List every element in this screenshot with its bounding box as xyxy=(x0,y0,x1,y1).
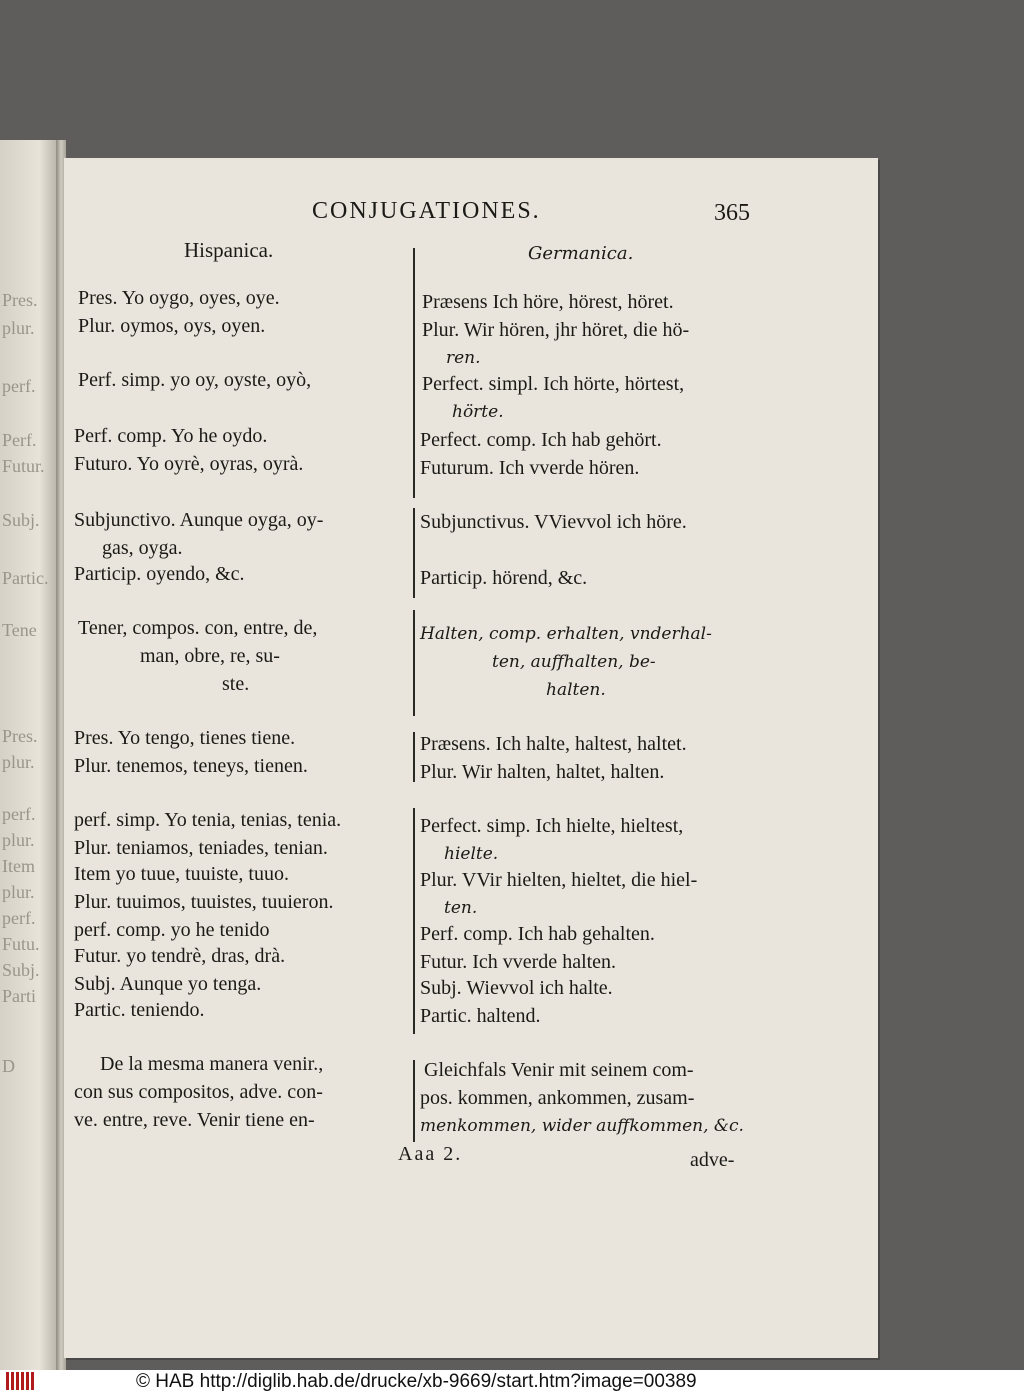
ghost-text: perf. xyxy=(2,376,36,396)
text-line-right: menkommen, wider auffkommen, &c. xyxy=(420,1116,744,1136)
text-line-right: Futur. Ich vverde halten. xyxy=(420,951,617,973)
catchword: adve- xyxy=(690,1149,735,1171)
copyright-label: © HAB xyxy=(136,1371,195,1392)
ghost-text: Tene xyxy=(2,620,37,640)
text-line-left: Particip. oyendo, &c. xyxy=(74,563,245,585)
ghost-text: perf. xyxy=(2,908,36,928)
text-line-left: man, obre, re, su- xyxy=(140,645,280,667)
text-line-right: Subj. Wievvol ich halte. xyxy=(420,977,613,999)
ghost-text: Futur. xyxy=(2,456,45,476)
running-header: CONJUGATIONES. xyxy=(312,198,541,224)
column-divider xyxy=(413,732,415,782)
page-number: 365 xyxy=(714,200,750,226)
text-line-right: Præsens. Ich halte, haltest, haltet. xyxy=(420,733,687,755)
text-line-right: Perf. comp. Ich hab gehalten. xyxy=(420,923,655,945)
text-line-right: Subjunctivus. VVievvol ich höre. xyxy=(420,511,687,533)
text-line-left: Futuro. Yo oyrè, oyras, oyrà. xyxy=(74,453,304,475)
text-line-right: Plur. Wir halten, haltet, halten. xyxy=(420,761,665,783)
text-line-right: Perfect. simp. Ich hielte, hieltest, xyxy=(420,815,684,837)
text-line-right: Futurum. Ich vverde hören. xyxy=(420,457,640,479)
ghost-text: Pres. xyxy=(2,290,38,310)
text-line-left: perf. comp. yo he tenido xyxy=(74,919,270,941)
ghost-text: plur. xyxy=(2,752,35,772)
ghost-text: Parti xyxy=(2,986,36,1006)
ghost-text: Partic. xyxy=(2,568,49,588)
facing-page-edge xyxy=(0,140,56,1370)
text-line-right: Perfect. simpl. Ich hörte, hörtest, xyxy=(422,373,685,395)
text-line-left: Plur. tenemos, teneys, tienen. xyxy=(74,755,308,777)
text-line-right: hielte. xyxy=(444,844,499,864)
text-line-left: ve. entre, reve. Venir tiene en- xyxy=(74,1109,315,1131)
ghost-text: Futu. xyxy=(2,934,40,954)
text-line-right: halten. xyxy=(546,680,606,700)
text-line-left: Pres. Yo tengo, tienes tiene. xyxy=(74,727,296,749)
ghost-text: plur. xyxy=(2,882,35,902)
ghost-text: Subj. xyxy=(2,510,40,530)
text-line-right: Gleichfals Venir mit seinem com- xyxy=(424,1059,694,1081)
text-line-left: Perf. comp. Yo he oydo. xyxy=(74,425,268,447)
text-line-left: De la mesma manera venir., xyxy=(100,1053,324,1075)
text-line-left: Futur. yo tendrè, dras, drà. xyxy=(74,945,286,967)
text-line-right: ren. xyxy=(446,348,481,368)
ghost-text: Pres. xyxy=(2,726,38,746)
text-line-left: gas, oyga. xyxy=(102,537,183,559)
text-line-right: Particip. hörend, &c. xyxy=(420,567,588,589)
ghost-text: perf. xyxy=(2,804,36,824)
text-line-right: Præsens Ich höre, hörest, höret. xyxy=(422,291,674,313)
ghost-text: plur. xyxy=(2,830,35,850)
text-line-right: ten, auffhalten, be- xyxy=(492,652,656,672)
text-line-left: Plur. tuuimos, tuuistes, tuuieron. xyxy=(74,891,334,913)
text-line-left: Pres. Yo oygo, oyes, oye. xyxy=(78,287,280,309)
column-title-right: Germanica. xyxy=(528,243,634,264)
text-line-left: Tener, compos. con, entre, de, xyxy=(78,617,318,639)
text-line-right: hörte. xyxy=(452,402,504,422)
text-line-right: Plur. Wir hören, jhr höret, die hö- xyxy=(422,319,690,341)
source-url-link[interactable]: http://diglib.hab.de/drucke/xb-9669/start.htm?image=00389 xyxy=(199,1371,697,1392)
text-line-left: ste. xyxy=(222,673,250,695)
text-line-right: Partic. haltend. xyxy=(420,1005,541,1027)
ghost-text: D xyxy=(2,1056,15,1076)
text-line-left: Subj. Aunque yo tenga. xyxy=(74,973,262,995)
column-divider xyxy=(413,808,415,1034)
text-line-right: pos. kommen, ankommen, zusam- xyxy=(420,1087,695,1109)
column-title-left: Hispanica. xyxy=(184,238,274,262)
text-line-right: ten. xyxy=(444,898,478,918)
text-line-left: Item yo tuue, tuuiste, tuuo. xyxy=(74,863,289,885)
column-divider xyxy=(413,508,415,598)
text-line-right: Plur. VVir hielten, hieltet, die hiel- xyxy=(420,869,698,891)
text-line-left: perf. simp. Yo tenia, tenias, tenia. xyxy=(74,809,342,831)
text-line-right: Perfect. comp. Ich hab gehört. xyxy=(420,429,662,451)
footer-credit xyxy=(136,1370,697,1394)
ghost-text: Subj. xyxy=(2,960,40,980)
text-line-left: con sus compositos, adve. con- xyxy=(74,1081,323,1103)
text-line-left: Subjunctivo. Aunque oyga, oy- xyxy=(74,509,324,531)
text-line-left: Plur. oymos, oys, oyen. xyxy=(78,315,266,337)
text-line-left: Partic. teniendo. xyxy=(74,999,205,1021)
text-line-left: Plur. teniamos, teniades, tenian. xyxy=(74,837,328,859)
text-line-left: Perf. simp. yo oy, oyste, oyò, xyxy=(78,369,312,391)
column-divider xyxy=(413,610,415,716)
hab-logo-icon xyxy=(6,1372,42,1392)
text-line-right: Halten, comp. erhalten, vnderhal- xyxy=(420,624,712,644)
ghost-text: Perf. xyxy=(2,430,37,450)
ghost-text: Item xyxy=(2,856,35,876)
column-divider xyxy=(413,1060,415,1142)
column-divider xyxy=(413,248,415,498)
ghost-text: plur. xyxy=(2,318,35,338)
signature-mark: Aaa 2. xyxy=(398,1143,463,1165)
